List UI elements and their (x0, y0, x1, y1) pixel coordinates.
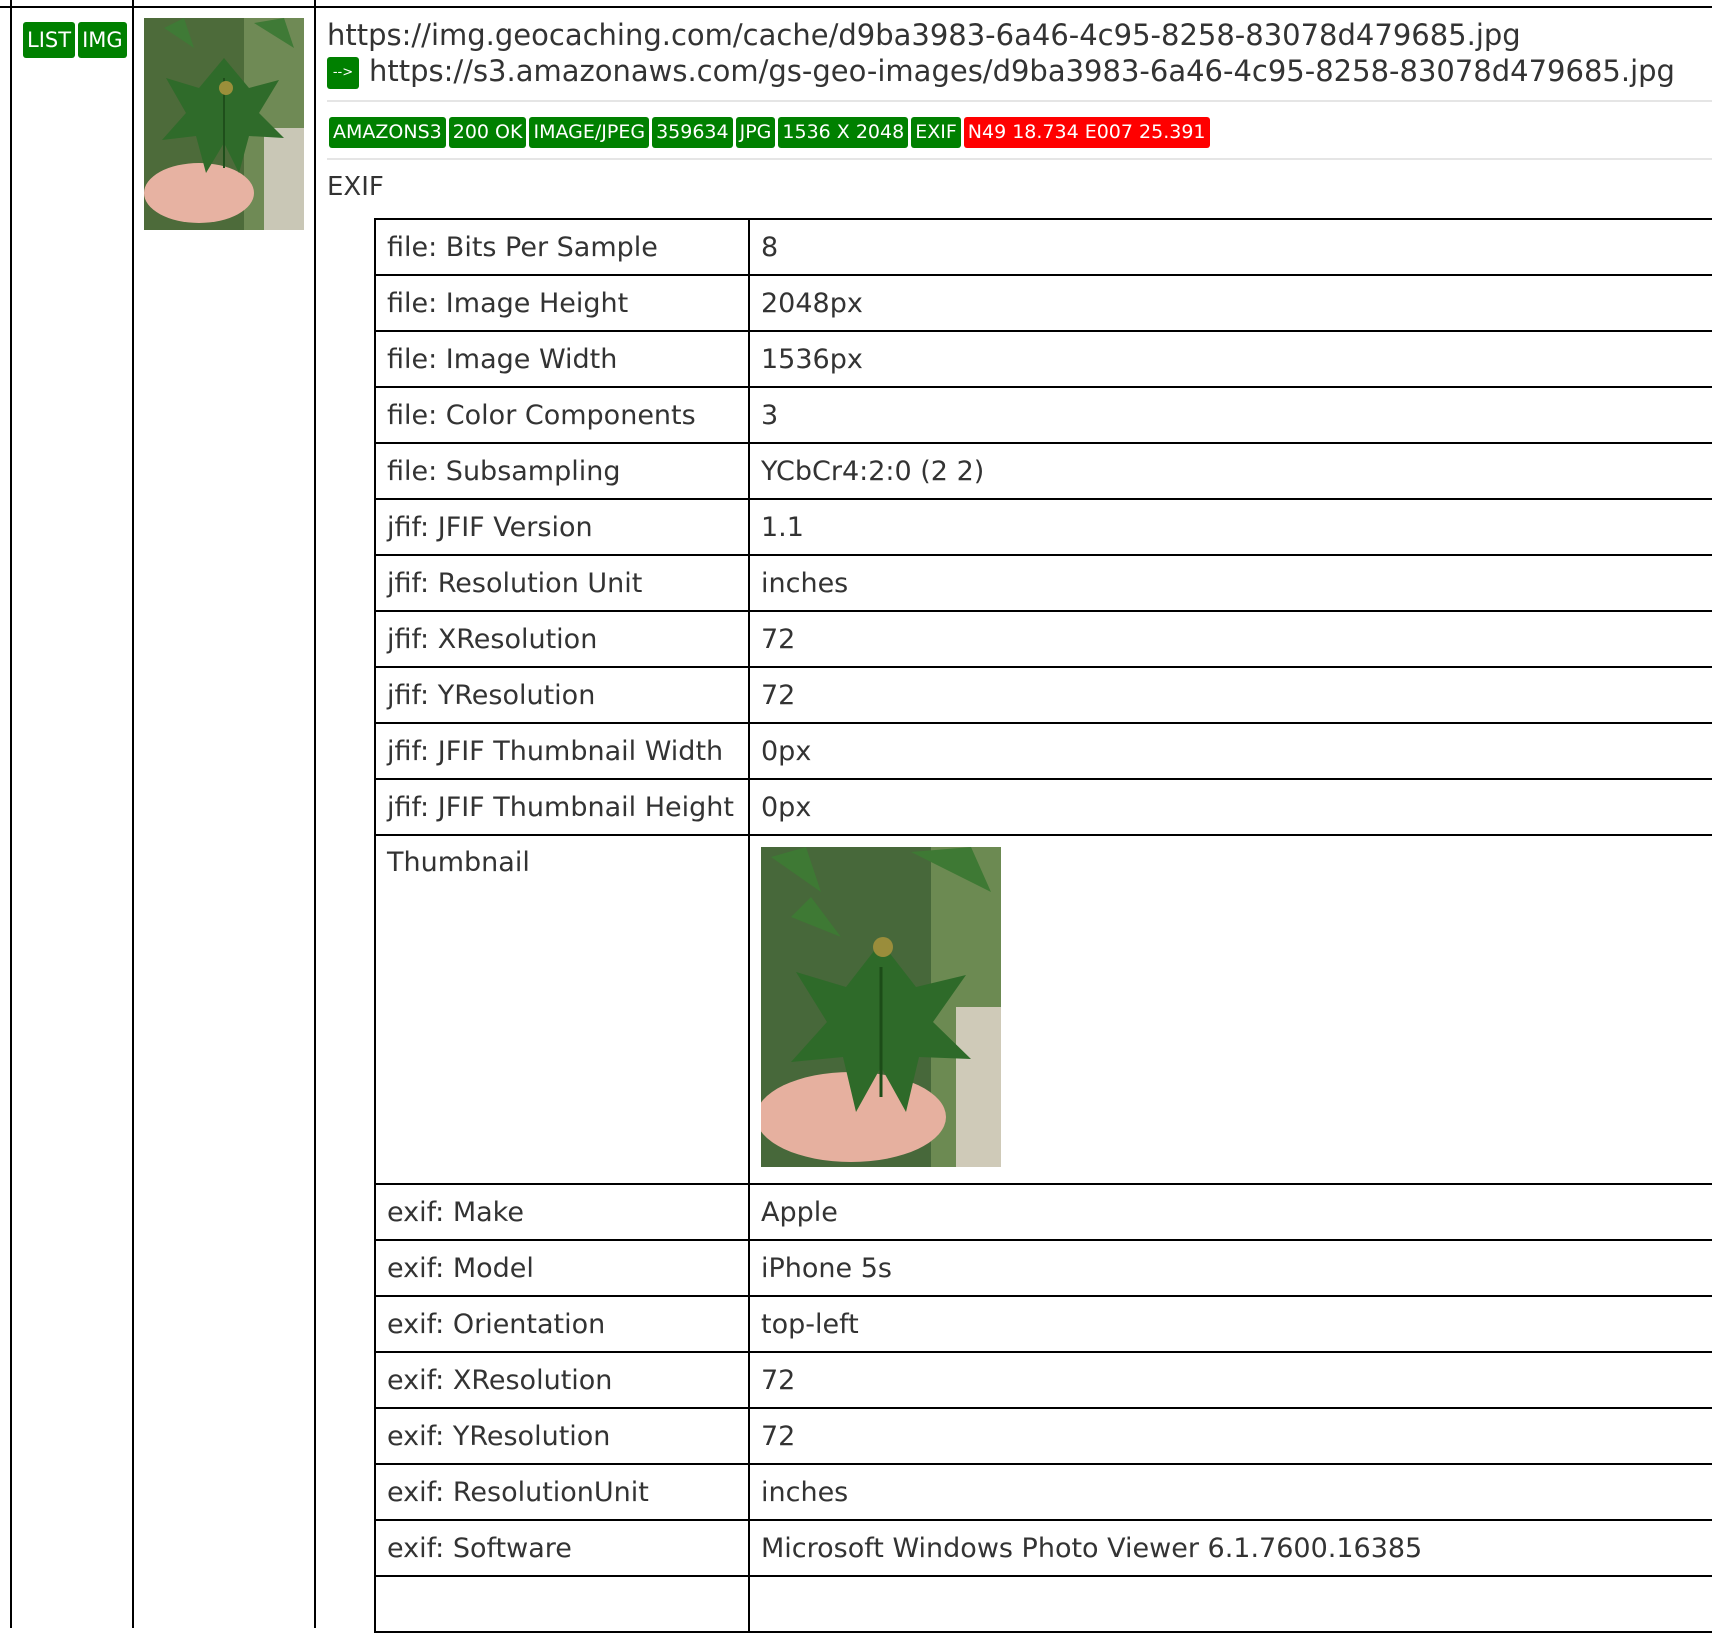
divider-line (327, 158, 1712, 160)
exif-key: Thumbnail (375, 835, 749, 1184)
exif-value: 1536px (749, 331, 1712, 387)
exif-value: 2048px (749, 275, 1712, 331)
img-badge[interactable]: IMG (78, 22, 127, 58)
tag-status: 200 OK (449, 117, 527, 148)
exif-heading: EXIF (327, 172, 384, 202)
exif-value: 72 (749, 1408, 1712, 1464)
table-row (375, 219, 1712, 275)
exif-key: jfif: Resolution Unit (375, 555, 749, 611)
redirect-url-line (327, 54, 1675, 89)
exif-value: 72 (749, 667, 1712, 723)
exif-key: jfif: JFIF Thumbnail Width (375, 723, 749, 779)
frame-left-border (10, 0, 12, 1628)
exif-value: Microsoft Windows Photo Viewer 6.1.7600.16385 (749, 1520, 1712, 1576)
exif-value: top-left (749, 1296, 1712, 1352)
exif-key: jfif: XResolution (375, 611, 749, 667)
table-row (375, 1352, 1712, 1408)
exif-key: exif: Make (375, 1184, 749, 1240)
tag-row (329, 117, 1213, 148)
exif-value: Apple (749, 1184, 1712, 1240)
side-badges (23, 22, 130, 58)
thumbnail-image (761, 847, 1001, 1167)
exif-table (374, 218, 1712, 1633)
tag-format: JPG (736, 117, 776, 148)
exif-key: jfif: YResolution (375, 667, 749, 723)
table-row (375, 667, 1712, 723)
exif-value: 72 (749, 611, 1712, 667)
exif-value: 0px (749, 779, 1712, 835)
table-row (375, 331, 1712, 387)
exif-key: exif: Orientation (375, 1296, 749, 1352)
table-row (375, 1240, 1712, 1296)
tag-file-size: 359634 (652, 117, 733, 148)
table-row (375, 1408, 1712, 1464)
tag-amazons3: AMAZONS3 (329, 117, 446, 148)
exif-value: 3 (749, 387, 1712, 443)
redirect-url-link[interactable]: https://s3.amazonaws.com/gs-geo-images/d9ba3983-6a46-4c95-8258-83078d479685.jpg (369, 54, 1675, 88)
tag-dimensions: 1536 X 2048 (778, 117, 908, 148)
table-row (375, 555, 1712, 611)
table-row (375, 1464, 1712, 1520)
list-badge[interactable]: LIST (23, 22, 75, 58)
exif-value: 72 (749, 1352, 1712, 1408)
exif-value: 8 (749, 219, 1712, 275)
exif-key (375, 1576, 749, 1632)
exif-key: file: Color Components (375, 387, 749, 443)
frame-top-border (0, 6, 1712, 8)
tag-coordinates[interactable]: N49 18.734 E007 25.391 (964, 117, 1210, 148)
table-row (375, 387, 1712, 443)
exif-value: iPhone 5s (749, 1240, 1712, 1296)
table-row (375, 779, 1712, 835)
exif-key: file: Image Height (375, 275, 749, 331)
table-row (375, 1184, 1712, 1240)
exif-key: file: Image Width (375, 331, 749, 387)
source-url-link[interactable]: https://img.geocaching.com/cache/d9ba3983-6a46-4c95-8258-83078d479685.jpg (327, 18, 1521, 52)
frame-divider-2 (314, 0, 316, 1628)
tag-mime-type: IMAGE/JPEG (529, 117, 649, 148)
table-row (375, 499, 1712, 555)
exif-value: 0px (749, 723, 1712, 779)
table-row (375, 275, 1712, 331)
frame-divider-1 (132, 0, 134, 1628)
table-row (375, 611, 1712, 667)
table-row (375, 443, 1712, 499)
exif-key: exif: Model (375, 1240, 749, 1296)
table-row (375, 1520, 1712, 1576)
exif-thumbnail-cell (749, 835, 1712, 1184)
exif-value (749, 1576, 1712, 1632)
redirect-arrow-badge: --> (327, 57, 359, 89)
table-row (375, 835, 1712, 1184)
exif-key: jfif: JFIF Version (375, 499, 749, 555)
table-row (375, 1576, 1712, 1632)
tag-exif: EXIF (911, 117, 961, 148)
table-row (375, 1296, 1712, 1352)
table-row (375, 723, 1712, 779)
exif-value: inches (749, 1464, 1712, 1520)
exif-key: jfif: JFIF Thumbnail Height (375, 779, 749, 835)
exif-key: exif: ResolutionUnit (375, 1464, 749, 1520)
exif-value: inches (749, 555, 1712, 611)
exif-key: file: Bits Per Sample (375, 219, 749, 275)
exif-key: exif: Software (375, 1520, 749, 1576)
divider-line (327, 100, 1712, 102)
preview-image[interactable] (144, 18, 304, 230)
exif-key: file: Subsampling (375, 443, 749, 499)
exif-key: exif: XResolution (375, 1352, 749, 1408)
exif-value: 1.1 (749, 499, 1712, 555)
exif-key: exif: YResolution (375, 1408, 749, 1464)
exif-value: YCbCr4:2:0 (2 2) (749, 443, 1712, 499)
